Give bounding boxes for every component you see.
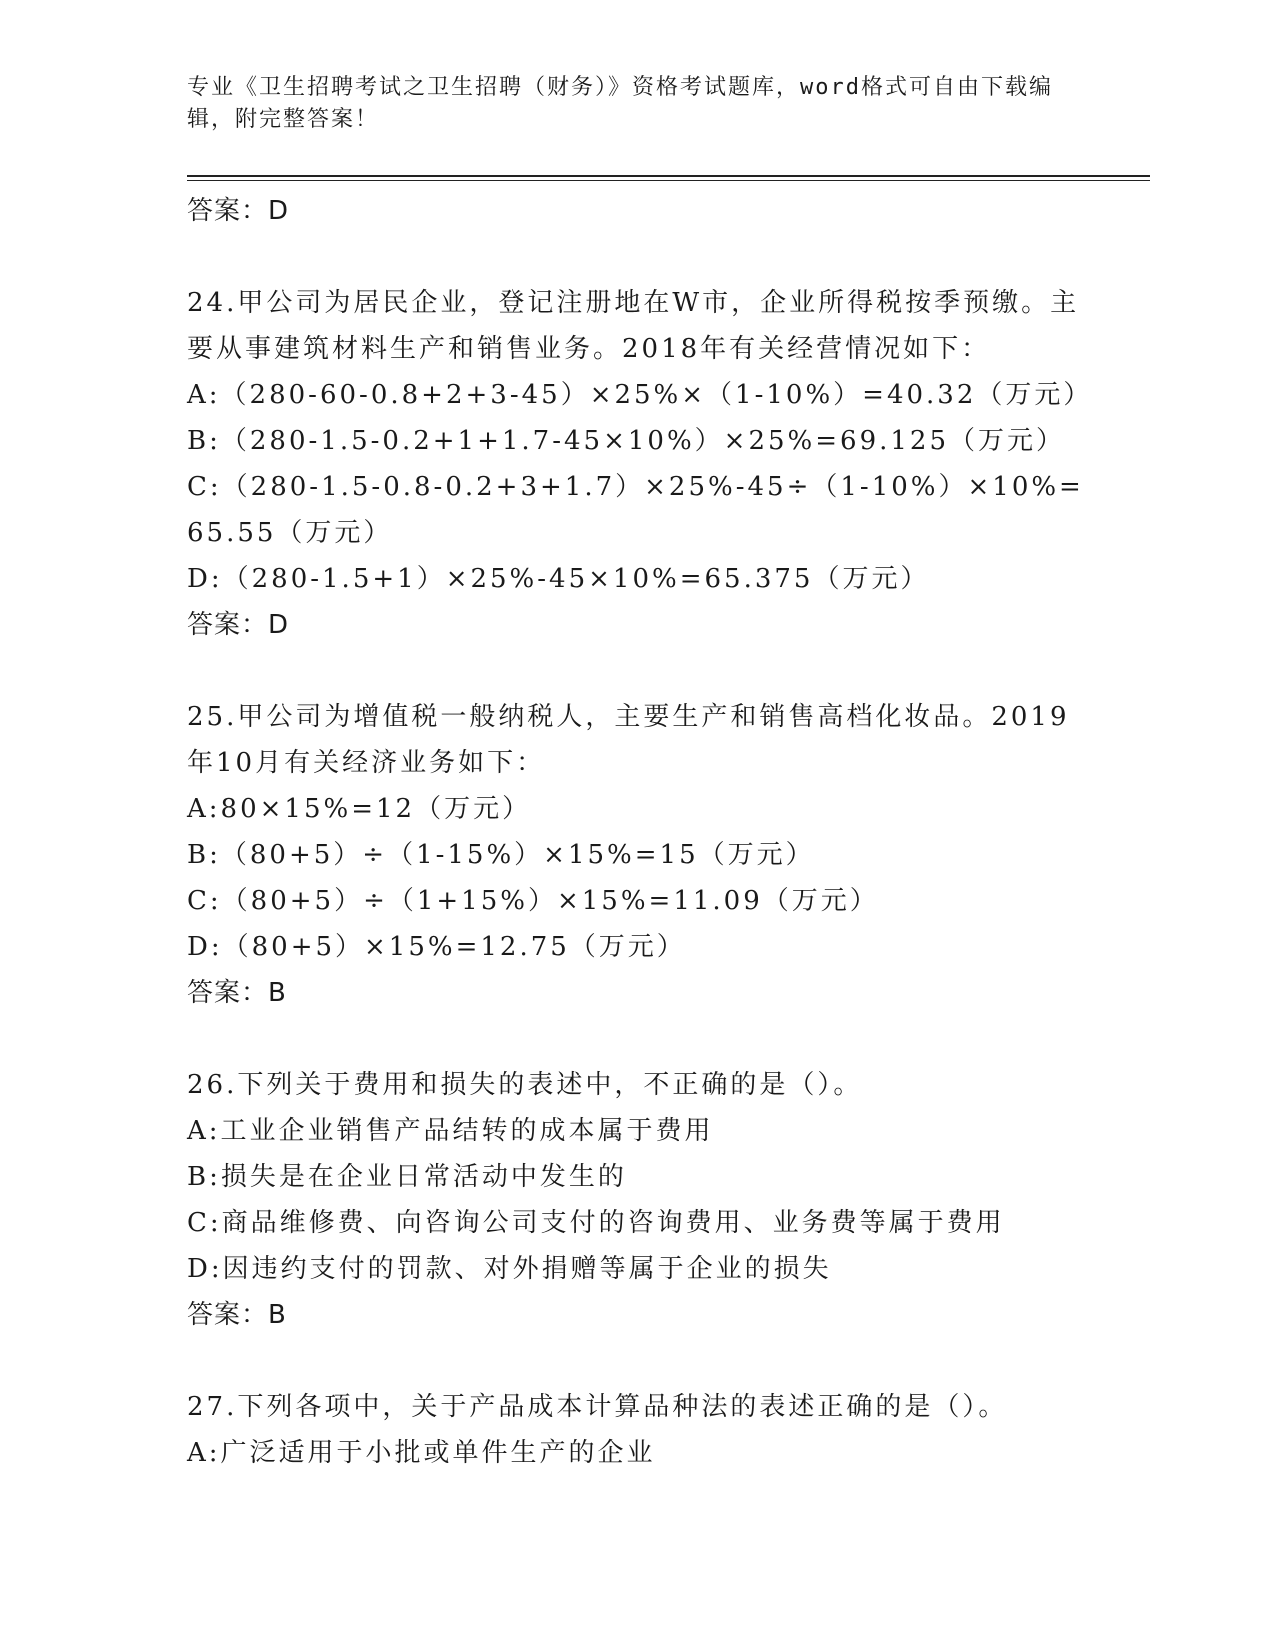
question-option: D:（280-1.5+1）×25%-45×10%=65.375（万元）	[187, 564, 930, 594]
question-stem: 25.甲公司为增值税一般纳税人，主要生产和销售高档化妆品。2019年10月有关经济业务如下：	[187, 702, 1070, 778]
question-option: D:因违约支付的罚款、对外捐赠等属于企业的损失	[187, 1254, 832, 1284]
question-stem: 27.下列各项中，关于产品成本计算品种法的表述正确的是（）。	[187, 1392, 1008, 1422]
header-divider-thin	[187, 180, 1150, 181]
question-stem: 26.下列关于费用和损失的表述中，不正确的是（）。	[187, 1070, 863, 1100]
question-list	[187, 280, 1093, 1476]
document-body	[187, 188, 1093, 1476]
question-option: D:（80+5）×15%=12.75（万元）	[187, 932, 686, 962]
question-option: B:（80+5）÷（1-15%）×15%=15（万元）	[187, 840, 815, 870]
question-option: A:（280-60-0.8+2+3-45）×25%×（1-10%）=40.32（万元）	[187, 380, 1093, 410]
answer-line: 答案：D	[187, 610, 290, 640]
question-block	[187, 1062, 1087, 1338]
answer-line: 答案：B	[187, 978, 287, 1008]
question-option: C:（80+5）÷（1+15%）×15%=11.09（万元）	[187, 886, 879, 916]
question-option: A:工业企业销售产品结转的成本属于费用	[187, 1116, 714, 1146]
header-divider	[187, 175, 1150, 177]
question-block	[187, 1384, 1087, 1476]
question-option: C:商品维修费、向咨询公司支付的咨询费用、业务费等属于费用	[187, 1208, 1005, 1238]
question-option: C:（280-1.5-0.8-0.2+3+1.7）×25%-45÷（1-10%）×10%=65.55（万元）	[187, 472, 1084, 548]
question-option: A:80×15%=12（万元）	[187, 794, 532, 824]
question-option: B:（280-1.5-0.2+1+1.7-45×10%）×25%=69.125（万元）	[187, 426, 1065, 456]
question-option: A:广泛适用于小批或单件生产的企业	[187, 1438, 656, 1468]
question-block	[187, 694, 1087, 1016]
answer-line: 答案：B	[187, 1300, 287, 1330]
question-block	[187, 280, 1093, 648]
question-stem: 24.甲公司为居民企业，登记注册地在W市，企业所得税按季预缴。主要从事建筑材料生产和销售业务。2018年有关经营情况如下：	[187, 288, 1080, 364]
page-header: 专业《卫生招聘考试之卫生招聘（财务）》资格考试题库，word格式可自由下载编辑，附完整答案！	[187, 75, 1053, 132]
answer-line: 答案：D	[187, 196, 290, 226]
question-option: B:损失是在企业日常活动中发生的	[187, 1162, 627, 1192]
